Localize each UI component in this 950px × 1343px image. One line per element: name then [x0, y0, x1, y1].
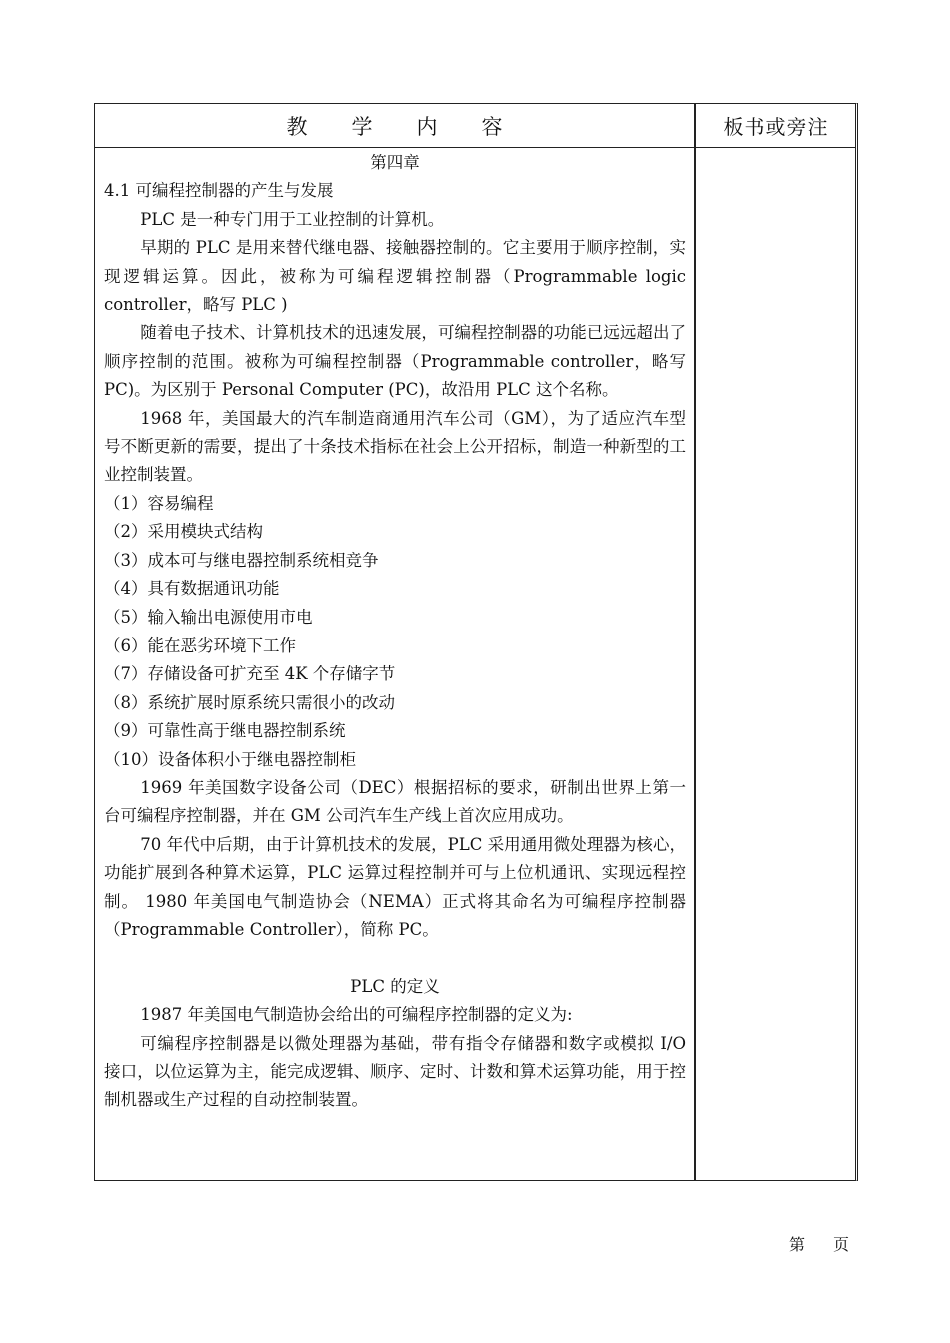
paragraph: 随着电子技术、计算机技术的迅速发展，可编程控制器的功能已远远超出了顺序控制的范围。被称为可编程控制器（Programmable controller，略写 PC)。为区别于 Personal Computer (PC)，故沿用 PLC 这个名称。: [104, 323, 686, 400]
page-label-right: 页: [833, 1235, 850, 1254]
list-item: （5）输入输出电源使用市电: [104, 607, 313, 627]
section-title: 4.1 可编程控制器的产生与发展: [104, 181, 334, 201]
list-item: （3）成本可与继电器控制系统相竞争: [104, 550, 379, 570]
table-header-row: [95, 104, 855, 148]
blank-line: [104, 944, 686, 972]
list-item: （6）能在恶劣环境下工作: [104, 635, 296, 655]
teaching-content-body: [104, 149, 686, 1115]
paragraph: 70 年代中后期，由于计算机技术的发展，PLC 采用通用微处理器为核心，功能扩展到各种算术运算，PLC 运算过程控制并可与上位机通讯、实现远程控制。 1980 年美国电气制造协会（NEMA）正式将其命名为可编程序控制器（Programmable Controller），简称 PC。: [104, 834, 686, 939]
list-item: （1）容易编程: [104, 493, 214, 513]
page-label-left: 第: [789, 1235, 806, 1254]
paragraph: PLC 是一种专门用于工业控制的计算机。: [140, 209, 445, 229]
header-teaching-content: 教学内容: [286, 114, 547, 139]
lesson-table: [94, 103, 858, 1181]
chapter-title: 第四章: [370, 153, 420, 172]
page-number-footer: [789, 1232, 877, 1255]
list-item: （2）采用模块式结构: [104, 522, 263, 542]
list-item: （8）系统扩展时原系统只需很小的改动: [104, 692, 395, 712]
list-item: （4）具有数据通讯功能: [104, 579, 280, 599]
column-divider: [694, 104, 696, 1180]
paragraph: 1987 年美国电气制造协会给出的可编程序控制器的定义为:: [140, 1005, 573, 1025]
list-item: （9）可靠性高于继电器控制系统: [104, 721, 346, 741]
paragraph: 可编程序控制器是以微处理器为基础，带有指令存储器和数字或模拟 I/O 接口，以位运算为主，能完成逻辑、顺序、定时、计数和算术运算功能，用于控制机器或生产过程的自动控制装置。: [104, 1033, 686, 1110]
paragraph: 1968 年，美国最大的汽车制造商通用汽车公司（GM），为了适应汽车型号不断更新的需要，提出了十条技术指标在社会上公开招标，制造一种新型的工业控制装置。: [104, 408, 686, 485]
list-item: （7）存储设备可扩充至 4K 个存储字节: [104, 664, 396, 684]
paragraph: 早期的 PLC 是用来替代继电器、接触器控制的。它主要用于顺序控制，实现逻辑运算。因此，被称为可编程逻辑控制器（Programmable logic controller，略写 PLC ): [104, 238, 686, 315]
header-board-notes: 板书或旁注: [723, 115, 829, 139]
list-item: （10）设备体积小于继电器控制柜: [104, 749, 356, 769]
paragraph: 1969 年美国数字设备公司（DEC）根据招标的要求，研制出世界上第一台可编程序控制器，并在 GM 公司汽车生产线上首次应用成功。: [104, 777, 686, 826]
definition-title: PLC 的定义: [350, 976, 440, 996]
